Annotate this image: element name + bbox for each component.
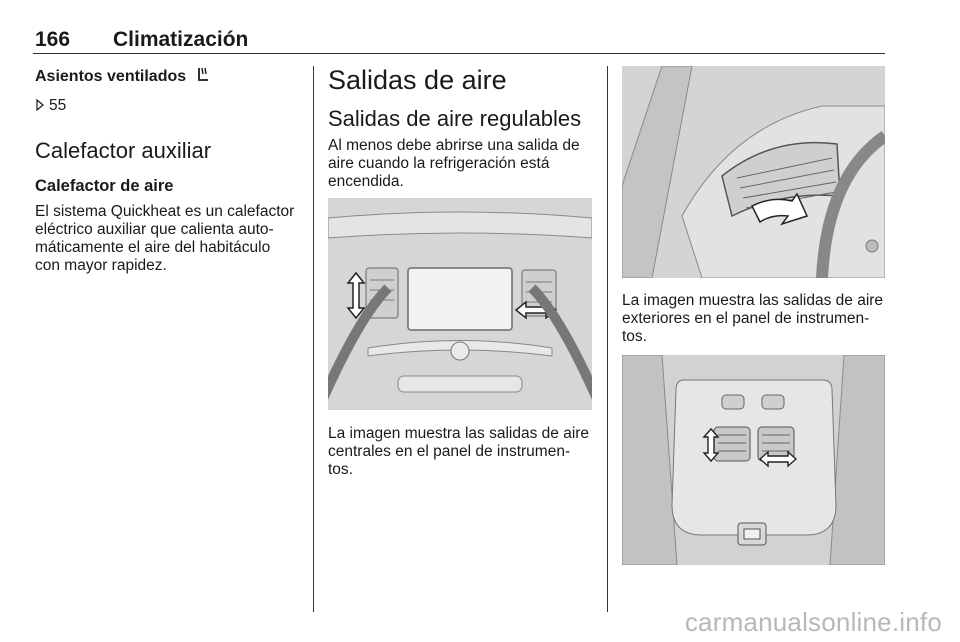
text-line: Al menos debe abrirse una salida de xyxy=(328,137,580,154)
ventilated-seat-icon xyxy=(195,66,211,89)
caption-outer-vents xyxy=(622,292,892,346)
text-line: exteriores en el panel de instrumen- xyxy=(622,310,870,327)
reference-arrow-icon xyxy=(35,98,45,116)
text-line: eléctrico auxiliar que calienta auto- xyxy=(35,221,274,238)
text-line: tos. xyxy=(328,461,353,478)
heading-auxiliary-heater: Calefactor auxiliar xyxy=(35,138,212,163)
text-line: máticamente el aire del habitáculo xyxy=(35,239,271,256)
text-line: La imagen muestra las salidas de aire xyxy=(328,425,590,442)
illustration-rear-vents xyxy=(622,355,885,565)
illustration-outer-vents xyxy=(622,66,885,278)
heading-air-heater: Calefactor de aire xyxy=(35,177,174,195)
page-reference[interactable]: 55 xyxy=(35,97,66,116)
paragraph-intro xyxy=(328,137,598,191)
text-line: La imagen muestra las salidas de aire xyxy=(622,292,884,309)
text-line: El sistema Quickheat es un calefactor xyxy=(35,203,295,220)
watermark: carmanualsonline.info xyxy=(684,607,942,637)
caption-center-vents xyxy=(328,425,598,479)
paragraph-quickheat xyxy=(35,203,305,275)
text-line: con mayor rapidez. xyxy=(35,257,167,274)
text-line: centrales en el panel de instrumen- xyxy=(328,443,571,460)
text-line: encendida. xyxy=(328,173,404,190)
text-line: aire cuando la refrigeración está xyxy=(328,155,550,172)
column-divider-2 xyxy=(607,66,608,612)
header-rule xyxy=(33,53,885,54)
column-divider-1 xyxy=(313,66,314,612)
heading-adjustable-vents: Salidas de aire regulables xyxy=(328,106,582,131)
heading-ventilated-seats: Asientos ventilados xyxy=(35,66,211,89)
section-title: Climatización xyxy=(113,28,249,51)
illustration-center-vents xyxy=(328,198,592,410)
page-number: 166 xyxy=(35,28,71,51)
text-line: tos. xyxy=(622,328,647,345)
heading-air-vents: Salidas de aire xyxy=(328,65,507,95)
